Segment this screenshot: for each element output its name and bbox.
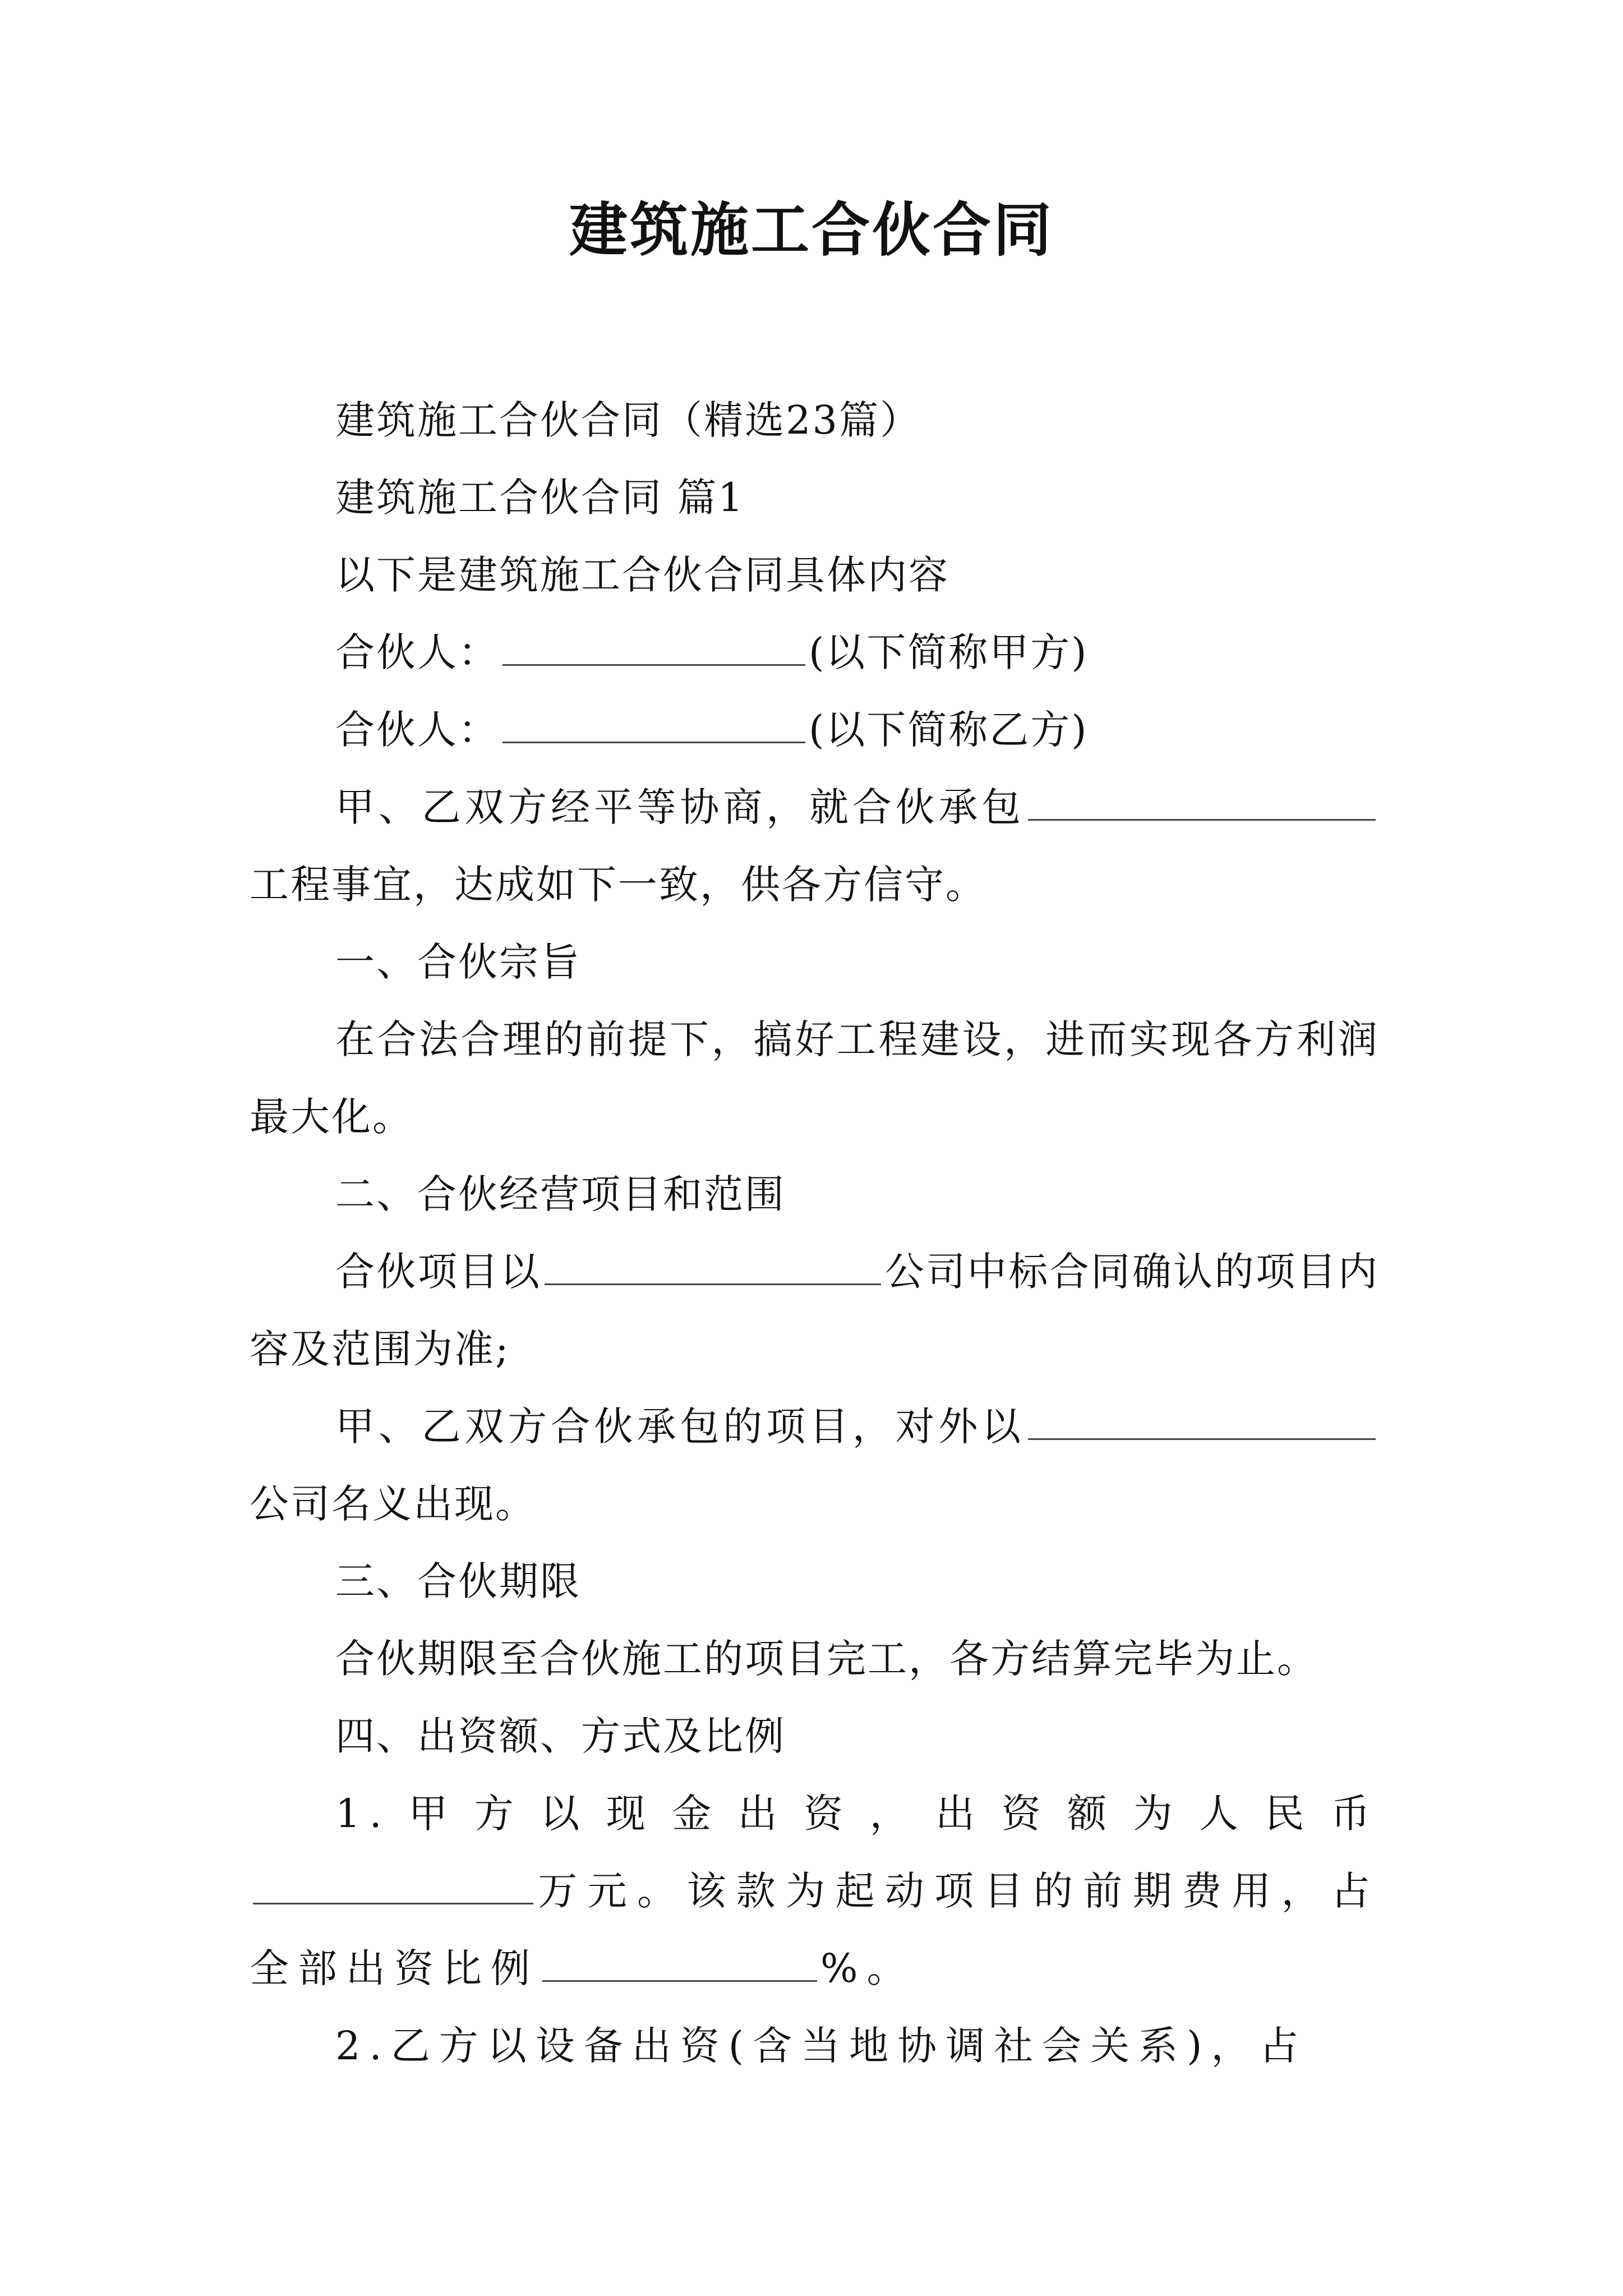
partner-a-suffix: (以下简称甲方) — [809, 629, 1089, 675]
section3-heading: 三、合伙期限 — [335, 1558, 581, 1604]
document-title: 建筑施工合伙合同 — [569, 195, 1054, 264]
agreement-prefix: 甲、乙双方经平等协商，就合伙承包 — [335, 784, 1025, 830]
external-company-blank[interactable] — [1028, 1404, 1376, 1440]
section2-item1-prefix: 合伙项目以 — [335, 1249, 542, 1295]
partner-b-line — [250, 691, 1379, 769]
section2-item1 — [250, 1233, 1379, 1388]
section4-item1 — [250, 1775, 1379, 2007]
intro-line: 以下是建筑施工合伙合同具体内容 — [335, 552, 949, 598]
section4-item2: 2.乙方以设备出资(含当地协调社会关系)，占 — [335, 2023, 1308, 2069]
partner-a-line — [250, 614, 1379, 691]
partner-b-blank[interactable] — [502, 707, 805, 743]
section4-item1-middle: 万元。该款为起动项目的前期费用，占全部出资比例 — [250, 1868, 1379, 1991]
subtitle: 建筑施工合伙合同（精选23篇） — [335, 397, 921, 443]
section1-text: 在合法合理的前提下，搞好工程建设，进而实现各方利润最大化。 — [250, 1016, 1379, 1140]
cash-amount-blank[interactable] — [253, 1868, 533, 1904]
section4-item1-prefix: 1.甲方以现金出资，出资额为人民币 — [335, 1791, 1379, 1837]
section2-item2 — [250, 1388, 1379, 1543]
section1-heading: 一、合伙宗旨 — [335, 939, 581, 985]
agreement-suffix: 工程事宜，达成如下一致，供各方信守。 — [250, 862, 986, 908]
partner-b-label: 合伙人： — [335, 707, 499, 753]
company-name-blank[interactable] — [545, 1249, 881, 1285]
section2-item1-suffix: 公司中标合同确认的项目内容及范围为准; — [250, 1249, 1380, 1372]
part-heading: 建筑施工合伙合同 篇1 — [335, 475, 745, 521]
document-body — [250, 381, 1379, 2085]
partner-b-suffix: (以下简称乙方) — [809, 707, 1089, 753]
section2-item2-prefix: 甲、乙双方合伙承包的项目，对外以 — [335, 1404, 1025, 1450]
agreement-paragraph — [250, 769, 1379, 923]
section2-item2-suffix: 公司名义出现。 — [250, 1481, 536, 1527]
section3-text: 合伙期限至合伙施工的项目完工，各方结算完毕为止。 — [335, 1636, 1318, 1682]
section4-item1-suffix: %。 — [820, 1945, 915, 1991]
project-name-blank[interactable] — [1028, 784, 1376, 821]
section2-heading: 二、合伙经营项目和范围 — [335, 1171, 786, 1217]
share-percent-blank[interactable] — [542, 1945, 817, 1982]
partner-a-blank[interactable] — [502, 629, 805, 666]
partner-a-label: 合伙人： — [335, 629, 499, 675]
section4-heading: 四、出资额、方式及比例 — [335, 1713, 786, 1759]
